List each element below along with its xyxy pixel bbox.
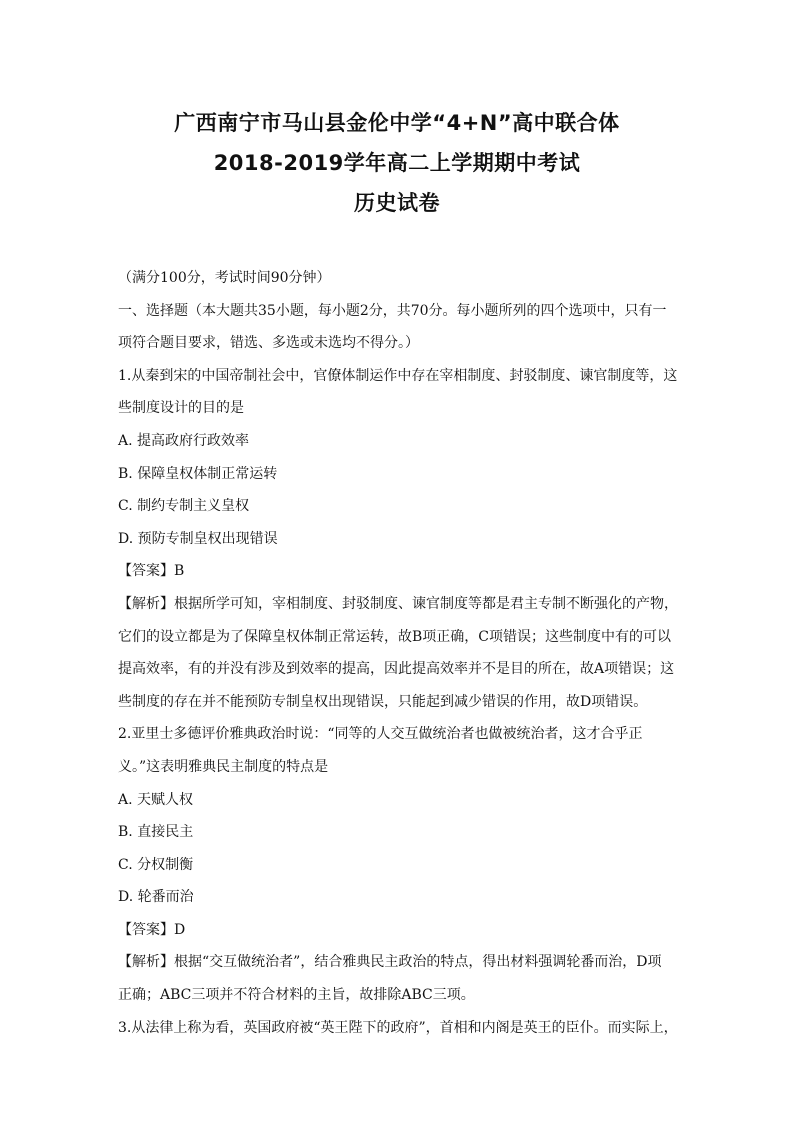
question-2-option-b: B. 直接民主 [118, 824, 194, 841]
question-1-analysis-line-4: 些制度的存在并不能预防专制皇权出现错误，只能起到减少错误的作用，故D项错误。 [118, 693, 648, 710]
question-1-analysis-line-2: 它们的设立都是为了保障皇权体制正常运转，故B项正确，C项错误；这些制度中有的可以 [118, 628, 671, 645]
question-2-analysis-line-1: 【解析】根据“交互做统治者”，结合雅典民主政治的特点，得出材料强调轮番而治，D项 [118, 954, 662, 971]
question-1-stem-line-2: 些制度设计的目的是 [118, 400, 244, 417]
section-instruction-line-1: 一、选择题（本大题共35小题，每小题2分，共70分。每小题所列的四个选项中，只有一 [118, 302, 667, 319]
question-2-stem-line-2: 义。”这表明雅典民主制度的特点是 [118, 758, 329, 775]
question-2-option-c: C. 分权制衡 [118, 856, 194, 873]
section-instruction-line-2: 项符合题目要求，错选、多选或未选均不得分。） [118, 335, 419, 352]
question-1-stem-line-1: 1.从秦到宋的中国帝制社会中，官僚体制运作中存在宰相制度、封驳制度、谏官制度等，这 [118, 367, 678, 384]
question-1-analysis-line-3: 提高效率，有的并没有涉及到效率的提高，因此提高效率并不是目的所在，故A项错误；这 [118, 661, 675, 678]
document-title-line-1: 广西南宁市马山县金伦中学“4+N”高中联合体 [174, 111, 620, 135]
question-2-option-d: D. 轮番而治 [118, 889, 194, 906]
question-2-option-a: A. 天赋人权 [118, 791, 194, 808]
question-1-answer: 【答案】B [118, 563, 185, 580]
document-title-line-3: 历史试卷 [354, 191, 440, 215]
exam-info: （满分100分，考试时间90分钟） [118, 270, 331, 286]
question-1-analysis-line-1: 【解析】根据所学可知，宰相制度、封驳制度、谏官制度等都是君主专制不断强化的产物， [118, 595, 678, 612]
question-2-stem-line-1: 2.亚里士多德评价雅典政治时说：“同等的人交互做统治者也做被统治者，这才合乎正 [118, 726, 643, 743]
question-2-analysis-line-2: 正确；ABC三项并不符合材料的主旨，故排除ABC三项。 [118, 987, 475, 1004]
document-title-line-2: 2018-2019学年高二上学期期中考试 [213, 151, 581, 175]
question-1-option-b: B. 保障皇权体制正常运转 [118, 465, 278, 482]
question-2-answer: 【答案】D [118, 921, 186, 938]
question-1-option-a: A. 提高政府行政效率 [118, 432, 250, 449]
question-1-option-d: D. 预防专制皇权出现错误 [118, 530, 278, 547]
question-1-option-c: C. 制约专制主义皇权 [118, 498, 250, 515]
document-body [118, 262, 678, 1044]
question-3-stem-line-1: 3.从法律上称为看，英国政府被“英王陛下的政府”，首相和内阁是英王的臣仆。而实际上， [118, 1019, 678, 1036]
